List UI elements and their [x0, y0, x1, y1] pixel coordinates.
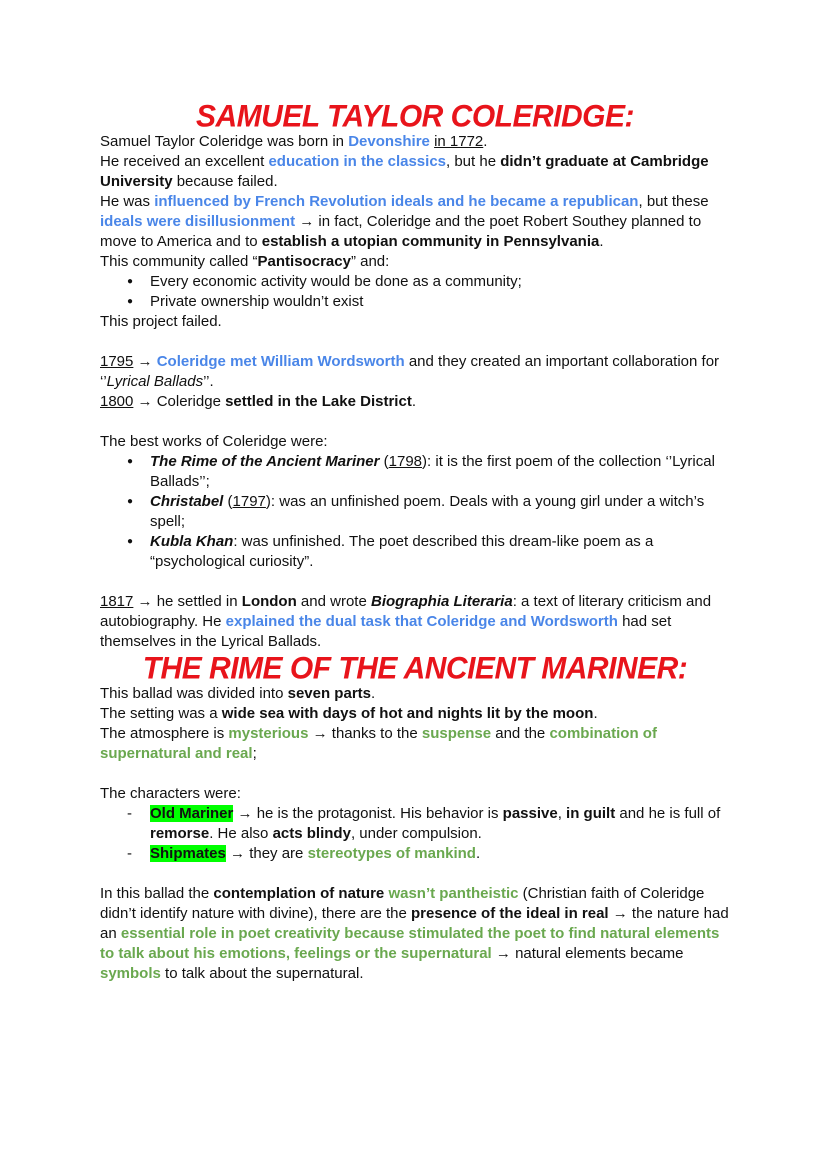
text-run: , but these: [638, 193, 709, 210]
text-run-blue: education in the classics: [268, 153, 446, 170]
text-run-b: remorse: [150, 825, 210, 842]
text-run-green: wasn’t pantheistic: [388, 885, 519, 902]
text-run: and the: [491, 725, 550, 742]
text-run: → Coleridge: [133, 393, 226, 410]
text-run: .: [599, 233, 604, 250]
bullet-icon: ●: [127, 296, 134, 307]
text-run: Private ownership wouldn’t exist: [150, 293, 364, 310]
section-title-rime: [100, 651, 730, 687]
text-run-b: didn’t graduate at Cambridge University: [100, 153, 709, 190]
spacer: [100, 572, 730, 592]
dash-icon: -: [127, 805, 132, 822]
text-run-b: establish a utopian community in Pennsylvania: [261, 233, 600, 250]
paragraph: [100, 592, 730, 652]
text-run: → the nature had an: [100, 905, 729, 942]
text-run: .: [371, 685, 376, 702]
text-run: ” and:: [350, 253, 390, 270]
text-run-blue: influenced by French Revolution ideals and he became a republican: [154, 193, 639, 210]
text-run: This ballad was divided into: [100, 685, 288, 702]
text-run-b: acts blindy: [272, 825, 351, 842]
text-run: because failed.: [172, 173, 278, 190]
text-run-b: passive: [502, 805, 558, 822]
text-run: ): it is the first poem of the collection ‘’Lyrical Ballads’’;: [150, 453, 715, 490]
text-run: (Christian faith of Coleridge didn’t identify nature with divine), there are the: [100, 885, 705, 922]
text-run: Samuel Taylor Coleridge was born in: [100, 133, 349, 150]
spacer: [100, 332, 730, 352]
dash-item: [100, 804, 730, 844]
text-run: This project failed.: [100, 313, 222, 330]
text-run: to talk about the supernatural.: [160, 965, 364, 982]
text-run: , under compulsion.: [350, 825, 482, 842]
spacer: [100, 412, 730, 432]
text-run-b: London: [241, 593, 297, 610]
text-run-u: in 1772: [434, 133, 484, 150]
paragraph: [100, 152, 730, 192]
spacer: [100, 864, 730, 884]
text-run: and he is full of: [615, 805, 721, 822]
paragraph: [100, 784, 730, 804]
text-run: He was: [100, 193, 155, 210]
text-run-hl: Shipmates: [150, 845, 226, 862]
text-run: : was unfinished. The poet described this dream-like poem as a “psychological curiosity”.: [150, 533, 654, 570]
bullet-item: [100, 452, 730, 492]
dash-item: [100, 844, 730, 864]
bullet-icon: ●: [127, 536, 134, 547]
text-run: . He also: [209, 825, 273, 842]
bullet-icon: ●: [127, 456, 134, 467]
text-run-green: mysterious: [228, 725, 309, 742]
text-run: .: [475, 845, 481, 862]
text-run-u: 1800: [100, 393, 134, 410]
text-run-green: combination of supernatural and real: [100, 725, 657, 762]
text-run-b-i: Kubla Khan: [150, 533, 234, 550]
text-run-u: 1798: [388, 453, 423, 470]
text-run-b-i: Biographia Literaria: [370, 593, 513, 610]
document-page: [100, 100, 730, 984]
text-run: →: [133, 353, 157, 370]
text-run-green: stereotypes of mankind: [307, 845, 476, 862]
bullet-item: [100, 292, 730, 312]
text-run: THE RIME OF THE ANCIENT MARINER:: [142, 651, 688, 686]
paragraph: [100, 432, 730, 452]
text-run: ): was an unfinished poem. Deals with a young girl under a witch’s spell;: [150, 493, 705, 530]
text-run: → in fact, Coleridge and the poet Robert Southey planned to move to America and to: [100, 213, 702, 250]
text-run-blue: Coleridge met William Wordsworth: [156, 353, 405, 370]
section-title-coleridge: [100, 99, 730, 135]
text-run: , but he: [446, 153, 501, 170]
text-run-b: Pantisocracy: [257, 253, 351, 270]
text-run: .: [411, 393, 416, 410]
text-run: (: [223, 493, 233, 510]
text-run-green: suspense: [421, 725, 492, 742]
paragraph: [100, 312, 730, 332]
paragraph: [100, 884, 730, 984]
text-run: SAMUEL TAYLOR COLERIDGE:: [196, 99, 634, 134]
text-run-blue: explained the dual task that Coleridge and Wordsworth: [225, 613, 618, 630]
text-run: The characters were:: [100, 785, 241, 802]
text-run: .: [593, 705, 598, 722]
text-run: The atmosphere is: [100, 725, 229, 742]
text-run: ;: [252, 745, 257, 762]
paragraph: [100, 132, 730, 152]
paragraph: [100, 392, 730, 412]
text-run: ’’.: [203, 373, 214, 390]
text-run: → thanks to the: [308, 725, 422, 742]
text-run: In this ballad the: [100, 885, 214, 902]
text-run: This community called “: [100, 253, 258, 270]
text-run-i: Lyrical Ballads: [106, 373, 204, 390]
bullet-item: [100, 272, 730, 292]
text-run-u: 1797: [232, 493, 266, 510]
text-run-b: wide sea with days of hot and nights lit by the moon: [221, 705, 594, 722]
paragraph: [100, 684, 730, 704]
dash-icon: -: [127, 845, 132, 862]
text-run-b-i: The Rime of the Ancient Mariner: [150, 453, 380, 470]
text-run: ,: [557, 805, 567, 822]
text-run: : a text of literary criticism and autobiography. He: [100, 593, 712, 630]
text-run-b: in guilt: [566, 805, 616, 822]
text-run-b-i: Christabel: [150, 493, 224, 510]
text-run-blue: Devonshire: [348, 133, 430, 150]
paragraph: [100, 352, 730, 392]
text-run: He received an excellent: [100, 153, 269, 170]
paragraph: [100, 724, 730, 764]
paragraph: [100, 704, 730, 724]
text-run: had set themselves in the Lyrical Ballads.: [100, 613, 672, 650]
text-run-u: 1795: [100, 353, 134, 370]
bullet-icon: ●: [127, 496, 134, 507]
text-run: and wrote: [296, 593, 371, 610]
text-run-green: symbols: [100, 965, 161, 982]
text-run-b: presence of the ideal in real: [411, 905, 609, 922]
text-run: → he is the protagonist. His behavior is: [233, 805, 503, 822]
text-run-blue: ideals were disillusionment: [100, 213, 296, 230]
text-run-hl: Old Mariner: [150, 805, 234, 822]
bullet-item: [100, 532, 730, 572]
text-run: → they are: [225, 845, 308, 862]
text-run: (: [379, 453, 389, 470]
text-run-b: contemplation of nature: [213, 885, 385, 902]
spacer: [100, 764, 730, 784]
bullet-item: [100, 492, 730, 532]
paragraph: [100, 192, 730, 252]
text-run: Every economic activity would be done as a community;: [150, 273, 522, 290]
text-run: The setting was a: [100, 705, 222, 722]
text-run-b: settled in the Lake District: [225, 393, 412, 410]
text-run: and they created an important collaboration for ‘’: [100, 353, 720, 390]
text-run: → natural elements became: [491, 945, 684, 962]
paragraph: [100, 252, 730, 272]
text-run: .: [483, 133, 488, 150]
bullet-icon: ●: [127, 276, 134, 287]
text-run-green: essential role in poet creativity because stimulated the poet to find natural elements to talk about his emotions, feelings or the supernatural: [100, 925, 720, 962]
text-run: The best works of Coleridge were:: [100, 433, 328, 450]
text-run-u: 1817: [100, 593, 134, 610]
text-run-b: seven parts: [287, 685, 371, 702]
text-run: → he settled in: [133, 593, 242, 610]
